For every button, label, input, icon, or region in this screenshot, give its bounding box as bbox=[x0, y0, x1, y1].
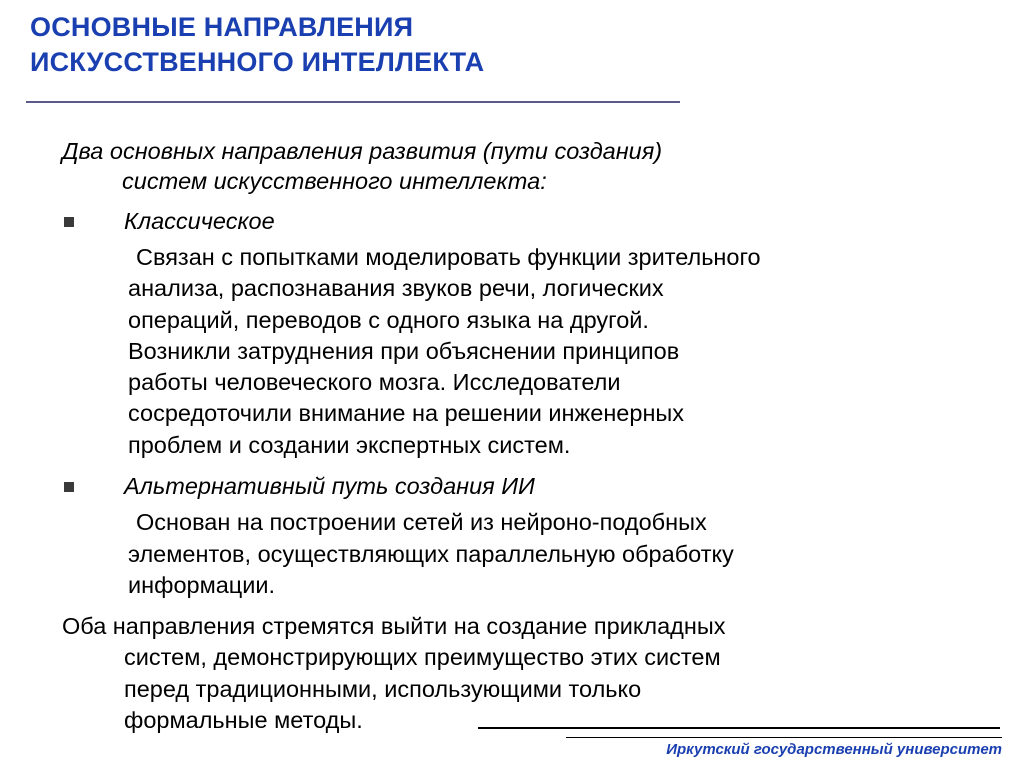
bullet-body-classic-line-4: Возникли затруднения при объяснении принципов bbox=[128, 337, 680, 364]
footer-institution: Иркутский государственный университет bbox=[666, 741, 1002, 758]
bullet-item-classic bbox=[62, 206, 962, 237]
closing-paragraph bbox=[62, 611, 962, 736]
closing-line-2: систем, демонстрирующих преимущество этих систем bbox=[124, 644, 721, 671]
closing-line-4: формальные методы. bbox=[124, 706, 363, 733]
bullet-body-classic-line-1: Связан с попытками моделировать функции зрительного bbox=[136, 244, 761, 271]
lead-paragraph bbox=[62, 136, 962, 197]
square-bullet-icon bbox=[64, 217, 74, 227]
bullet-body-classic-line-7: проблем и создании экспертных систем. bbox=[128, 431, 571, 458]
page-title bbox=[30, 10, 730, 79]
bullet-item-alternative bbox=[62, 471, 962, 502]
footer-divider-upper bbox=[478, 727, 1000, 729]
bullet-body-classic-line-6: сосредоточили внимание на решении инженерных bbox=[128, 400, 685, 427]
bullet-label-alternative: Альтернативный путь создания ИИ bbox=[124, 472, 535, 499]
slide-body bbox=[62, 136, 962, 736]
footer-divider-lower bbox=[566, 737, 1002, 738]
bullet-body-alternative-line-2: элементов, осуществляющих параллельную обработку bbox=[128, 540, 734, 567]
closing-line-3: перед традиционными, использующими только bbox=[124, 675, 642, 702]
bullet-body-classic-line-3: операций, переводов с одного языка на другой. bbox=[128, 306, 649, 333]
bullet-body-classic-line-2: анализа, распознавания звуков речи, логических bbox=[128, 275, 664, 302]
bullet-body-alternative bbox=[62, 507, 962, 601]
lead-line-1: Два основных направления развития (пути создания) bbox=[62, 138, 663, 164]
bullet-label-classic: Классическое bbox=[124, 207, 275, 234]
page-title-line-2: ИСКУССТВЕННОГО ИНТЕЛЛЕКТА bbox=[30, 46, 485, 77]
square-bullet-icon bbox=[64, 482, 74, 492]
closing-line-1: Оба направления стремятся выйти на создание прикладных bbox=[62, 613, 726, 640]
bullet-body-alternative-line-1: Основан на построении сетей из нейроно-подобных bbox=[136, 509, 707, 536]
lead-line-2: систем искусственного интеллекта: bbox=[122, 168, 547, 195]
bullet-body-classic bbox=[62, 242, 962, 461]
bullet-body-classic-line-5: работы человеческого мозга. Исследователи bbox=[128, 369, 621, 396]
title-divider bbox=[26, 101, 680, 103]
page-title-line-1: ОСНОВНЫЕ НАПРАВЛЕНИЯ bbox=[30, 12, 414, 42]
bullet-body-alternative-line-3: информации. bbox=[128, 571, 276, 598]
